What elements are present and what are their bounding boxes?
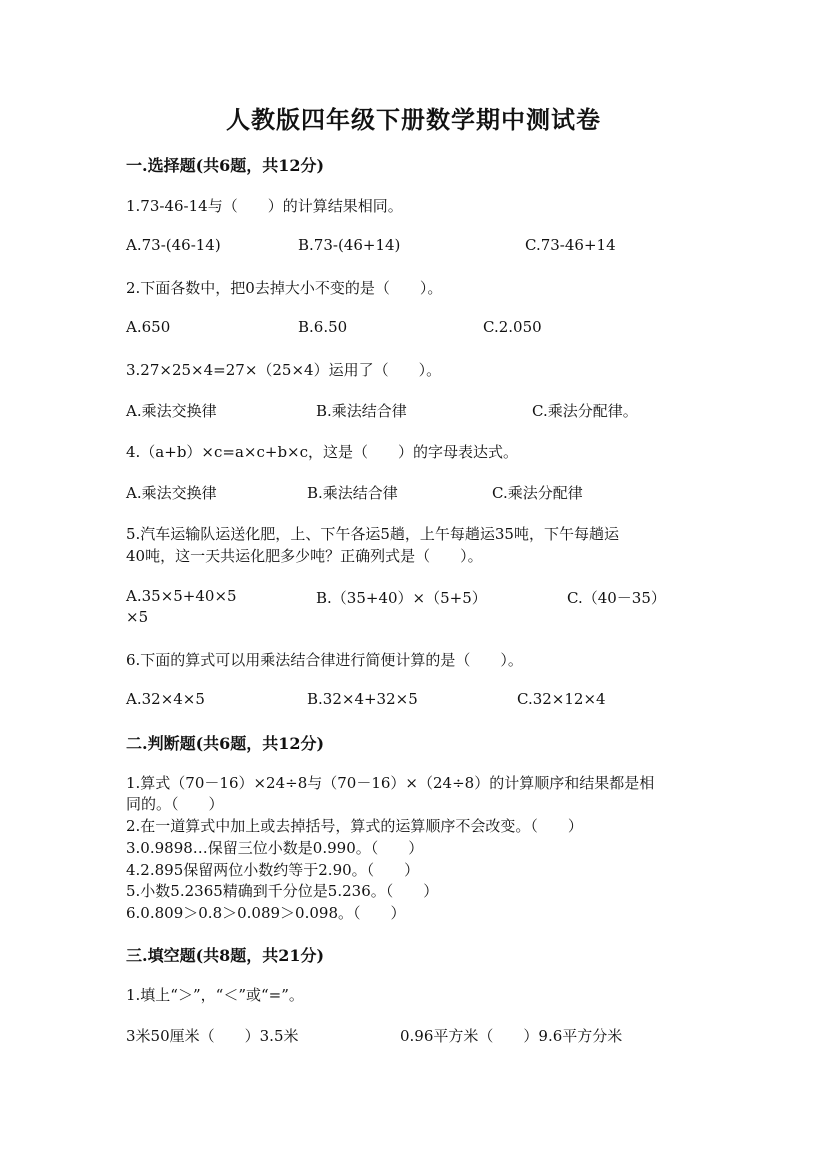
option-1a: A.73-(46-14)	[126, 236, 221, 254]
option-2c: C.2.050	[483, 318, 542, 336]
option-6b: B.32×4+32×5	[307, 690, 418, 708]
option-3c: C.乘法分配律。	[532, 402, 638, 420]
fill-1-item-a: 3米50厘米（ ）3.5米	[126, 1027, 299, 1045]
question-4: 4.（a+b）×c=a×c+b×c，这是（ ）的字母表达式。	[126, 443, 519, 461]
option-1c: C.73-46+14	[525, 236, 616, 254]
section-heading-choice: 一.选择题(共6题，共12分)	[126, 156, 325, 175]
judge-2: 2.在一道算式中加上或去掉括号，算式的运算顺序不会改变。（ ）	[126, 817, 583, 835]
question-2: 2.下面各数中，把0去掉大小不变的是（ ）。	[126, 279, 443, 297]
option-4b: B.乘法结合律	[307, 484, 398, 502]
option-2a: A.650	[126, 318, 171, 336]
fill-1: 1.填上“＞”，“＜”或“=”。	[126, 986, 304, 1004]
judge-3: 3.0.9898…保留三位小数是0.990。（ ）	[126, 839, 424, 857]
judge-6: 6.0.809＞0.8＞0.089＞0.098。（ ）	[126, 904, 406, 922]
option-5a: A.35×5+40×5	[126, 587, 237, 605]
judge-1-line2: 同的。（ ）	[126, 795, 224, 813]
option-3a: A.乘法交换律	[126, 402, 217, 420]
question-6: 6.下面的算式可以用乘法结合律进行简便计算的是（ ）。	[126, 651, 523, 669]
option-2b: B.6.50	[298, 318, 348, 336]
option-3b: B.乘法结合律	[316, 402, 407, 420]
section-heading-fill: 三.填空题(共8题，共21分)	[126, 946, 325, 965]
section-heading-judge: 二.判断题(共6题，共12分)	[126, 734, 325, 753]
option-6a: A.32×4×5	[126, 690, 205, 708]
question-1: 1.73-46-14与（ ）的计算结果相同。	[126, 197, 403, 215]
question-5-line2: 40吨，这一天共运化肥多少吨？正确列式是（ ）。	[126, 547, 483, 565]
option-5b: B.（35+40）×（5+5）	[316, 589, 487, 607]
option-4a: A.乘法交换律	[126, 484, 217, 502]
exam-title: 人教版四年级下册数学期中测试卷	[226, 105, 601, 134]
question-5-line1: 5.汽车运输队运送化肥，上、下午各运5趟，上午每趟运35吨，下午每趟运	[126, 525, 619, 543]
option-1b: B.73-(46+14)	[298, 236, 401, 254]
judge-1-line1: 1.算式（70－16）×24÷8与（70－16）×（24÷8）的计算顺序和结果都是相	[126, 774, 655, 792]
option-5c-cont: ×5	[126, 608, 149, 626]
option-6c: C.32×12×4	[517, 690, 606, 708]
question-3: 3.27×25×4=27×（25×4）运用了（ ）。	[126, 361, 442, 379]
judge-4: 4.2.895保留两位小数约等于2.90。（ ）	[126, 861, 420, 879]
fill-1-item-b: 0.96平方米（ ）9.6平方分米	[400, 1027, 623, 1045]
option-4c: C.乘法分配律	[492, 484, 583, 502]
judge-5: 5.小数5.2365精确到千分位是5.236。（ ）	[126, 882, 439, 900]
option-5c: C.（40－35）	[567, 589, 666, 607]
